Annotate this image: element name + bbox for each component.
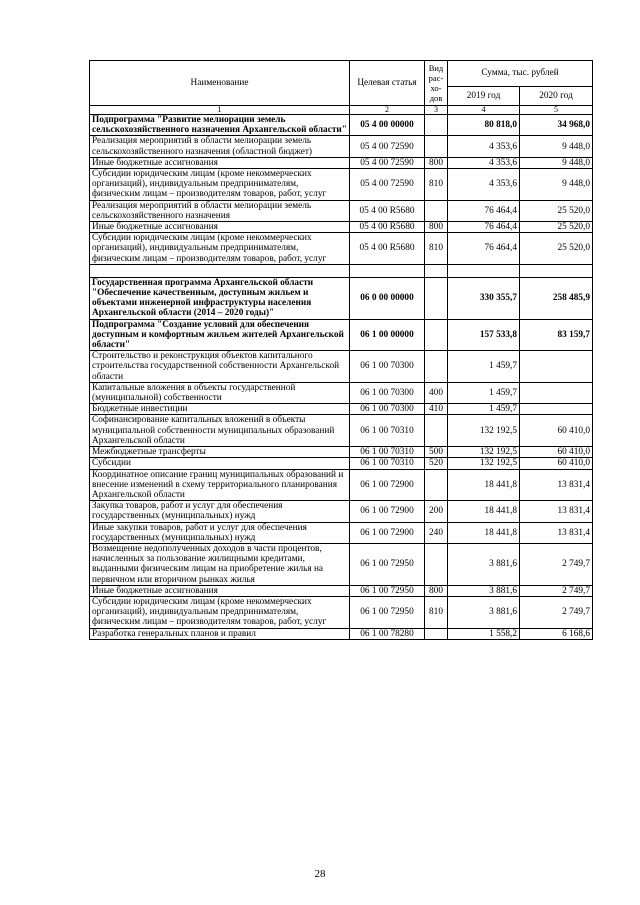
row-expense-type bbox=[425, 543, 448, 585]
row-expense-type bbox=[425, 136, 448, 157]
row-amount-2020: 13 831,4 bbox=[520, 522, 593, 543]
row-amount-2019: 4 353,6 bbox=[448, 169, 520, 201]
row-target-code: 05 4 00 72590 bbox=[350, 157, 425, 168]
row-amount-2019 bbox=[448, 264, 520, 277]
row-amount-2019: 76 464,4 bbox=[448, 233, 520, 265]
row-amount-2020: 2 749,7 bbox=[520, 585, 593, 596]
table-row bbox=[90, 351, 593, 383]
row-amount-2019: 76 464,4 bbox=[448, 200, 520, 221]
row-amount-2020 bbox=[520, 264, 593, 277]
table-row bbox=[90, 628, 593, 639]
row-amount-2020: 2 749,7 bbox=[520, 543, 593, 585]
row-name: Государственная программа Архангельской области "Обеспечение качественным, доступным жильем и объектами инженерной инфраструктуры населения Архангельской области (2014 – 2020 годы)" bbox=[90, 277, 350, 319]
row-amount-2019: 3 881,6 bbox=[448, 543, 520, 585]
table-row bbox=[90, 222, 593, 233]
table-row bbox=[90, 115, 593, 136]
row-name: Закупка товаров, работ и услуг для обеспечения государственных (муниципальных) нужд bbox=[90, 501, 350, 522]
table-row bbox=[90, 169, 593, 201]
row-expense-type bbox=[425, 200, 448, 221]
row-target-code: 05 4 00 R5680 bbox=[350, 233, 425, 265]
row-expense-type: 200 bbox=[425, 501, 448, 522]
page-number: 28 bbox=[314, 868, 326, 880]
row-name: Капитальные вложения в объекты государственной (муниципальной) собственности bbox=[90, 382, 350, 403]
row-amount-2019: 4 353,6 bbox=[448, 136, 520, 157]
table-row bbox=[90, 585, 593, 596]
row-amount-2019: 18 441,8 bbox=[448, 501, 520, 522]
row-amount-2020: 9 448,0 bbox=[520, 157, 593, 168]
row-amount-2020: 60 410,0 bbox=[520, 458, 593, 469]
row-expense-type: 520 bbox=[425, 458, 448, 469]
row-amount-2019: 132 192,5 bbox=[448, 447, 520, 458]
row-amount-2019: 4 353,6 bbox=[448, 157, 520, 168]
row-amount-2019: 330 355,7 bbox=[448, 277, 520, 319]
row-target-code: 05 4 00 R5680 bbox=[350, 200, 425, 221]
budget-table bbox=[89, 60, 593, 640]
row-expense-type: 500 bbox=[425, 447, 448, 458]
row-name: Иные бюджетные ассигнования bbox=[90, 157, 350, 168]
row-amount-2020: 83 159,7 bbox=[520, 319, 593, 351]
row-name: Межбюджетные трансферты bbox=[90, 447, 350, 458]
row-amount-2020: 34 968,0 bbox=[520, 115, 593, 136]
row-target-code: 06 1 00 72900 bbox=[350, 522, 425, 543]
row-name: Субсидии юридическим лицам (кроме некоммерческих организаций), индивидуальным предпринимателям, физическим лицам – производителям товаров, работ, услуг bbox=[90, 233, 350, 265]
row-expense-type bbox=[425, 628, 448, 639]
row-expense-type bbox=[425, 469, 448, 501]
row-name: Реализация мероприятий в области мелиорации земель сельскохозяйственного назначения (областной бюджет) bbox=[90, 136, 350, 157]
table-row bbox=[90, 543, 593, 585]
row-expense-type: 810 bbox=[425, 233, 448, 265]
row-name: Реализация мероприятий в области мелиорации земель сельскохозяйственного назначения bbox=[90, 200, 350, 221]
row-expense-type bbox=[425, 277, 448, 319]
row-target-code: 06 1 00 72950 bbox=[350, 543, 425, 585]
row-amount-2020: 60 410,0 bbox=[520, 415, 593, 447]
row-amount-2019: 18 441,8 bbox=[448, 522, 520, 543]
row-amount-2020: 60 410,0 bbox=[520, 447, 593, 458]
table-row bbox=[90, 415, 593, 447]
row-name: Субсидии юридическим лицам (кроме некоммерческих организаций), индивидуальным предпринимателям, физическим лицам – производителям товаров, работ, услуг bbox=[90, 596, 350, 628]
row-name: Софинансирование капитальных вложений в объекты муниципальной собственности муниципальных образований Архангельской области bbox=[90, 415, 350, 447]
row-name: Иные закупки товаров, работ и услуг для обеспечения государственных (муниципальных) нужд bbox=[90, 522, 350, 543]
row-amount-2020: 25 520,0 bbox=[520, 233, 593, 265]
row-amount-2020: 25 520,0 bbox=[520, 222, 593, 233]
row-amount-2020: 13 831,4 bbox=[520, 501, 593, 522]
column-index: 5 bbox=[520, 106, 593, 115]
row-target-code: 05 4 00 72590 bbox=[350, 136, 425, 157]
row-expense-type bbox=[425, 264, 448, 277]
row-name: Возмещение недополученных доходов в части процентов, начисленных за пользование жилищными кредитами, выданными физическим лицам на приобретение жилья на первичном или вторичном рынках жилья bbox=[90, 543, 350, 585]
row-expense-type: 810 bbox=[425, 169, 448, 201]
table-row bbox=[90, 319, 593, 351]
table-row bbox=[90, 458, 593, 469]
row-amount-2019: 18 441,8 bbox=[448, 469, 520, 501]
column-index: 1 bbox=[90, 106, 350, 115]
row-amount-2019: 3 881,6 bbox=[448, 596, 520, 628]
row-amount-2019: 76 464,4 bbox=[448, 222, 520, 233]
table-header-row bbox=[90, 61, 593, 87]
row-amount-2020 bbox=[520, 382, 593, 403]
row-amount-2020: 9 448,0 bbox=[520, 169, 593, 201]
table-row bbox=[90, 157, 593, 168]
row-name: Субсидии юридическим лицам (кроме некоммерческих организаций), индивидуальным предпринимателям, физическим лицам – производителям товаров, работ, услуг bbox=[90, 169, 350, 201]
table-row bbox=[90, 596, 593, 628]
row-name: Иные бюджетные ассигнования bbox=[90, 585, 350, 596]
row-expense-type bbox=[425, 319, 448, 351]
row-target-code: 06 1 00 00000 bbox=[350, 319, 425, 351]
row-target-code: 06 1 00 70300 bbox=[350, 404, 425, 415]
header-name: Наименование bbox=[90, 61, 350, 106]
row-amount-2020: 9 448,0 bbox=[520, 136, 593, 157]
row-target-code: 06 1 00 72950 bbox=[350, 596, 425, 628]
row-expense-type: 800 bbox=[425, 585, 448, 596]
row-expense-type: 800 bbox=[425, 222, 448, 233]
column-index: 3 bbox=[425, 106, 448, 115]
row-amount-2020: 6 168,6 bbox=[520, 628, 593, 639]
row-target-code: 06 1 00 70310 bbox=[350, 447, 425, 458]
column-index-row bbox=[90, 106, 593, 115]
row-target-code: 06 1 00 72900 bbox=[350, 469, 425, 501]
row-amount-2020 bbox=[520, 351, 593, 383]
row-name bbox=[90, 264, 350, 277]
row-target-code: 06 1 00 70300 bbox=[350, 351, 425, 383]
row-amount-2019: 1 459,7 bbox=[448, 382, 520, 403]
row-amount-2019: 157 533,8 bbox=[448, 319, 520, 351]
header-year-2019: 2019 год bbox=[448, 87, 520, 106]
row-target-code: 06 1 00 72950 bbox=[350, 585, 425, 596]
table-row bbox=[90, 277, 593, 319]
row-expense-type: 240 bbox=[425, 522, 448, 543]
row-expense-type: 810 bbox=[425, 596, 448, 628]
row-amount-2020 bbox=[520, 404, 593, 415]
row-name: Строительство и реконструкция объектов капитального строительства государственной собственности Архангельской области bbox=[90, 351, 350, 383]
table-row bbox=[90, 404, 593, 415]
table-row bbox=[90, 469, 593, 501]
row-amount-2019: 3 881,6 bbox=[448, 585, 520, 596]
row-target-code: 05 4 00 R5680 bbox=[350, 222, 425, 233]
row-target-code: 06 1 00 78280 bbox=[350, 628, 425, 639]
row-target-code: 06 1 00 70310 bbox=[350, 415, 425, 447]
row-amount-2019: 132 192,5 bbox=[448, 415, 520, 447]
column-index: 2 bbox=[350, 106, 425, 115]
row-amount-2019: 1 459,7 bbox=[448, 404, 520, 415]
table-row bbox=[90, 501, 593, 522]
table-row bbox=[90, 233, 593, 265]
row-target-code: 06 1 00 70310 bbox=[350, 458, 425, 469]
row-name: Координатное описание границ муниципальных образований и внесение изменений в схему территориального планирования Архангельской области bbox=[90, 469, 350, 501]
table-row bbox=[90, 522, 593, 543]
row-name: Подпрограмма "Создание условий для обеспечения доступным и комфортным жильем жителей Архангельской области" bbox=[90, 319, 350, 351]
column-index: 4 bbox=[448, 106, 520, 115]
row-target-code: 06 1 00 72900 bbox=[350, 501, 425, 522]
row-target-code: 06 1 00 70300 bbox=[350, 382, 425, 403]
header-year-2020: 2020 год bbox=[520, 87, 593, 106]
row-name: Бюджетные инвестиции bbox=[90, 404, 350, 415]
header-sum: Сумма, тыс. рублей bbox=[448, 61, 593, 87]
table-row bbox=[90, 200, 593, 221]
row-amount-2019: 1 558,2 bbox=[448, 628, 520, 639]
row-expense-type: 400 bbox=[425, 382, 448, 403]
row-expense-type: 410 bbox=[425, 404, 448, 415]
header-target: Целевая статья bbox=[350, 61, 425, 106]
table-row bbox=[90, 382, 593, 403]
row-amount-2020: 258 485,9 bbox=[520, 277, 593, 319]
row-target-code bbox=[350, 264, 425, 277]
row-expense-type bbox=[425, 415, 448, 447]
row-name: Субсидии bbox=[90, 458, 350, 469]
row-expense-type: 800 bbox=[425, 157, 448, 168]
row-target-code: 05 4 00 72590 bbox=[350, 169, 425, 201]
row-amount-2020: 25 520,0 bbox=[520, 200, 593, 221]
table-row bbox=[90, 136, 593, 157]
header-vid: Вид рас-хо-дов bbox=[425, 61, 448, 106]
row-expense-type bbox=[425, 351, 448, 383]
row-name: Иные бюджетные ассигнования bbox=[90, 222, 350, 233]
table-row bbox=[90, 447, 593, 458]
row-name: Подпрограмма "Развитие мелиорации земель сельскохозяйственного назначения Архангельской области" bbox=[90, 115, 350, 136]
spacer-row bbox=[90, 264, 593, 277]
row-name: Разработка генеральных планов и правил bbox=[90, 628, 350, 639]
row-amount-2019: 80 818,0 bbox=[448, 115, 520, 136]
row-amount-2019: 132 192,5 bbox=[448, 458, 520, 469]
row-amount-2020: 13 831,4 bbox=[520, 469, 593, 501]
row-target-code: 06 0 00 00000 bbox=[350, 277, 425, 319]
row-amount-2019: 1 459,7 bbox=[448, 351, 520, 383]
row-expense-type bbox=[425, 115, 448, 136]
row-target-code: 05 4 00 00000 bbox=[350, 115, 425, 136]
row-amount-2020: 2 749,7 bbox=[520, 596, 593, 628]
